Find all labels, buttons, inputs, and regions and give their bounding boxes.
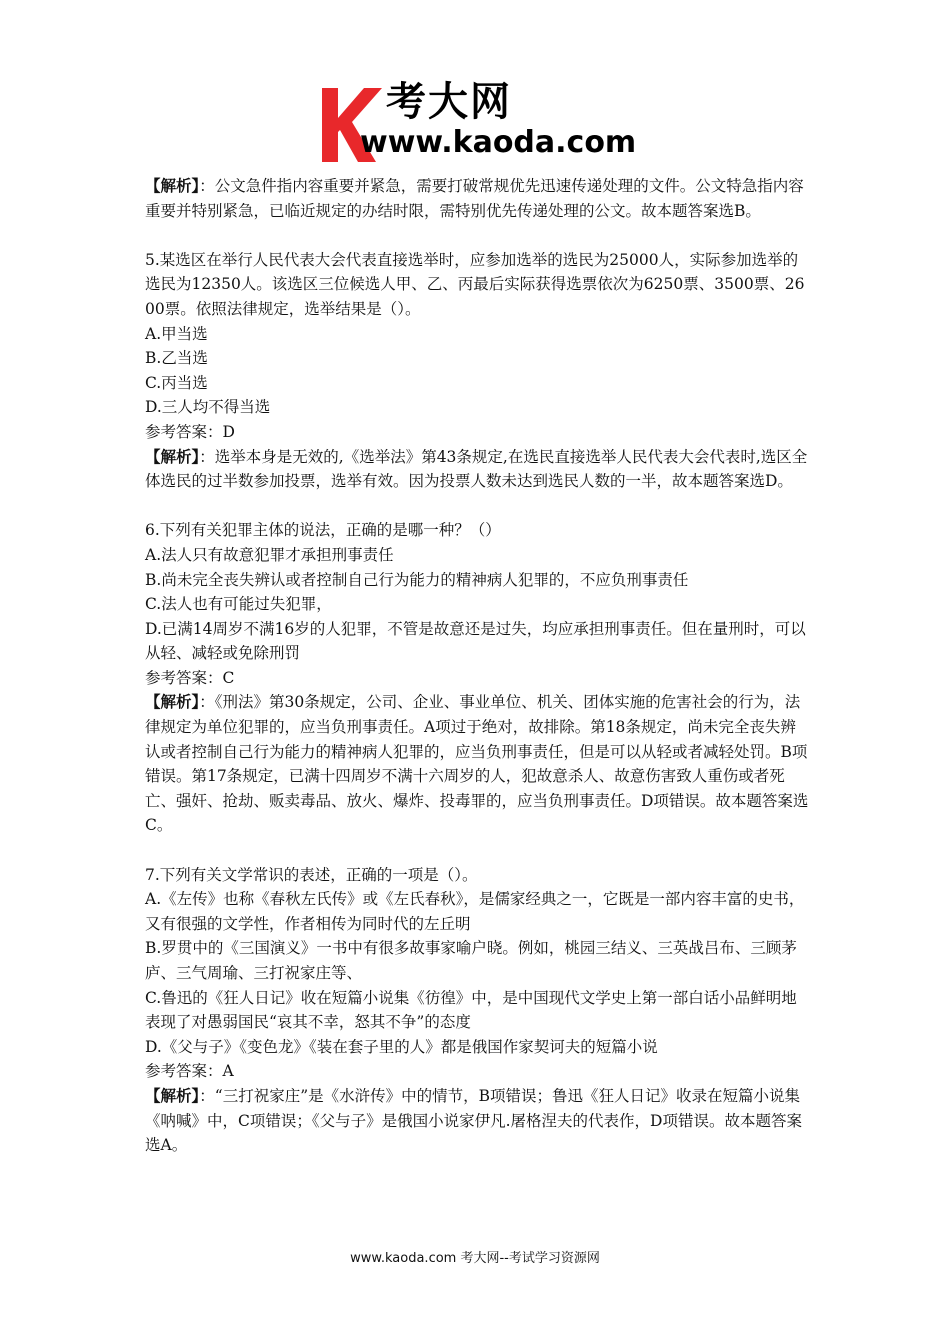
q5-option-c: C.丙当选	[145, 373, 208, 392]
q7-answer: 参考答案：A	[145, 1062, 234, 1081]
analysis-tag: 【解析】	[145, 176, 200, 195]
analysis-text: ：《刑法》第30条规定，公司、企业、事业单位、机关、团体实施的危害社会的行为，法律规定为单位犯罪的，应当负刑事责任。A项过于绝对，故排除。第18条规定，尚未完全丧失辨认或者控制自己行为能力的精神病人犯罪的，应当负刑事责任，但是可以从轻或者减轻处罚。B项错误。第17条规定，已满十四周岁不满十六周岁的人，犯故意杀人、故意伤害致人重伤或者死亡、强奸、抢劫、贩卖毒品、放火、爆炸、投毒罪的，应当负刑事责任。D项错误。故本题答案选C。	[145, 693, 809, 835]
analysis-tag: 【解析】	[145, 1085, 200, 1105]
q6-option-c: C.法人也有可能过失犯罪，	[145, 595, 332, 614]
q5-option-b: B.乙当选	[145, 349, 208, 368]
q7-option-c: C.鲁迅的《狂人日记》收在短篇小说集《彷徨》中，是中国现代文学史上第一部白话小品鲜明地表现了对愚弱国民“哀其不幸，怒其不争”的态度	[145, 988, 797, 1032]
q7-question: 7.下列有关文学常识的表述，正确的一项是（）。	[145, 865, 478, 884]
q6-option-a: A.法人只有故意犯罪才承担刑事责任	[145, 545, 394, 564]
q5-analysis	[145, 445, 810, 494]
kaoda-logo	[318, 78, 640, 164]
analysis-tag: 【解析】	[145, 692, 200, 712]
logo-chinese-text: 考大网	[386, 79, 512, 125]
page-footer: www.kaoda.com 考大网--考试学习资源网	[350, 1251, 600, 1266]
q6-option-b: B.尚未完全丧失辨认或者控制自己行为能力的精神病人犯罪的，不应负刑事责任	[145, 570, 689, 589]
q5-question: 5.某选区在举行人民代表大会代表直接选举时，应参加选举的选民为25000人，实际参加选举的选民为12350人。该选区三位候选人甲、乙、丙最后实际获得选票依次为6250票、3500票、2600票。依照法律规定，选举结果是（）。	[145, 250, 805, 318]
q5-option-a: A.甲当选	[145, 324, 208, 343]
q6-analysis	[145, 690, 810, 838]
analysis-text: ：“三打祝家庄”是《水浒传》中的情节，B项错误；鲁迅《狂人日记》收录在短篇小说集《呐喊》中，C项错误；《父与子》是俄国小说家伊凡.屠格涅夫的代表作，D项错误。故本题答案选A。	[145, 1086, 802, 1155]
document-body	[145, 174, 810, 1158]
analysis-tag: 【解析】	[145, 446, 200, 466]
logo-url-text: www.kaoda.com	[360, 125, 637, 160]
q7-analysis	[145, 1084, 810, 1158]
analysis-text: ：公文急件指内容重要并紧急，需要打破常规优先迅速传递处理的文件。公文特急指内容重要并特别紧急，已临近规定的办结时限，需特别优先传递处理的公文。故本题答案选B。	[145, 177, 804, 220]
analysis-text: ：选举本身是无效的,《选举法》第43条规定,在选民直接选举人民代表大会代表时,选区全体选民的过半数参加投票，选举有效。因为投票人数未达到选民人数的一半，故本题答案选D。	[145, 447, 808, 491]
q6-option-d: D.已满14周岁不满16岁的人犯罪，不管是故意还是过失，均应承担刑事责任。但在量刑时，可以从轻、减轻或免除刑罚	[145, 619, 806, 663]
q5-answer: 参考答案：D	[145, 422, 235, 441]
q7-option-b: B.罗贯中的《三国演义》一书中有很多故事家喻户晓。例如，桃园三结义、三英战吕布、三顾茅庐、三气周瑜、三打祝家庄等、	[145, 939, 797, 982]
q7-option-a: A.《左传》也称《春秋左氏传》或《左氏春秋》，是儒家经典之一，它既是一部内容丰富的史书，又有很强的文学性，作者相传为同时代的左丘明	[145, 890, 805, 933]
q5-option-d: D.三人均不得当选	[145, 398, 271, 417]
q6-question: 6.下列有关犯罪主体的说法，正确的是哪一种？（）	[145, 521, 501, 540]
q7-option-d: D.《父与子》《变色龙》《装在套子里的人》都是俄国作家契诃夫的短篇小说	[145, 1037, 658, 1056]
q6-answer: 参考答案：C	[145, 668, 235, 687]
q4-analysis	[145, 174, 810, 223]
